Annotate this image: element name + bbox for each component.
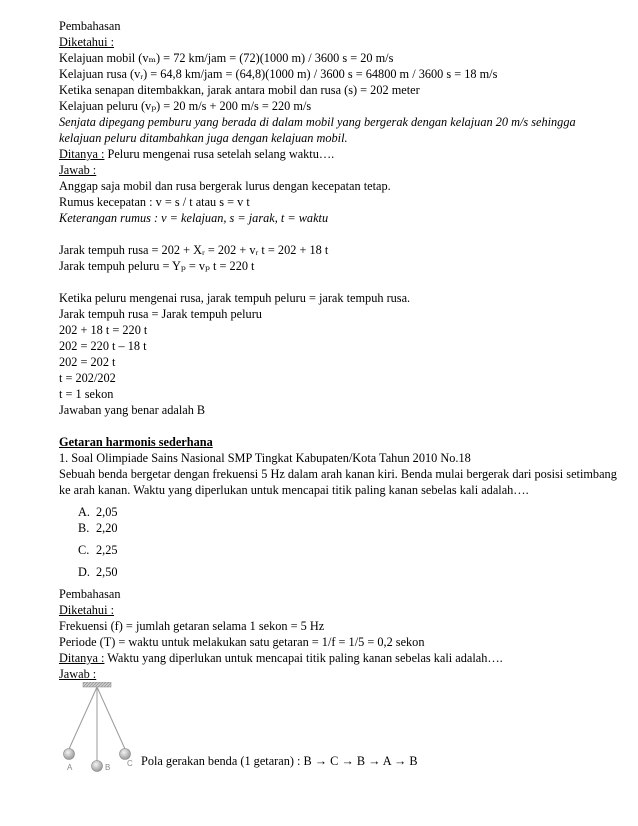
option-label: D. (78, 565, 90, 579)
text-line: Ketika senapan ditembakkan, jarak antara mobil dan rusa (s) = 202 meter (59, 83, 420, 97)
pembahasan-label: Pembahasan (59, 587, 121, 601)
option-label: B. (78, 521, 90, 535)
option-value: 2,25 (96, 543, 118, 557)
answer-line: Jawaban yang benar adalah B (59, 403, 206, 417)
text-line: Jarak tempuh rusa = 202 + Xᵣ = 202 + vᵣ t = 202 + 18 t (59, 243, 329, 257)
ditanya-label: Ditanya : (59, 147, 105, 161)
text-line: Jarak tempuh rusa = Jarak tempuh peluru (59, 307, 262, 321)
text-line: Anggap saja mobil dan rusa bergerak lurus dengan kecepatan tetap. (59, 179, 391, 193)
jawab-label: Jawab : (59, 667, 97, 681)
spacer (59, 418, 619, 434)
document-page (59, 18, 619, 777)
question-text: Sebuah benda bergetar dengan frekuensi 5 Hz dalam arah kanan kiri. Benda mulai bergerak dari posisi setimbang ke arah kanan. Waktu yang diperlukan untuk mencapai titik paling kanan sebelas kali adalah…. (59, 467, 617, 497)
text-line: Kelajuan mobil (vₘ) = 72 km/jam = (72)(1000 m) / 3600 s = 20 m/s (59, 51, 394, 65)
text-line: 202 = 220 t – 18 t (59, 339, 147, 353)
string-c (97, 687, 125, 749)
option-a (78, 504, 619, 520)
ditanya-text: Peluru mengenai rusa setelah selang waktu…. (104, 147, 335, 161)
text-line: Kelajuan rusa (vᵣ) = 64,8 km/jam = (64,8)(1000 m) / 3600 s = 64800 m / 3600 s = 18 m/s (59, 67, 498, 81)
label-a: A (67, 763, 73, 772)
string-a (69, 687, 97, 749)
pembahasan-label: Pembahasan (59, 19, 121, 33)
bob-a (64, 749, 75, 760)
text-line: Periode (T) = waktu untuk melakukan satu getaran = 1/f = 1/5 = 0,2 sekon (59, 635, 425, 649)
text-line: t = 1 sekon (59, 387, 114, 401)
spacer (59, 226, 619, 242)
spacer (59, 274, 619, 290)
text-line: Keterangan rumus : v = kelajuan, s = jarak, t = waktu (59, 211, 329, 225)
text-line: 202 + 18 t = 220 t (59, 323, 148, 337)
text-line: Jarak tempuh peluru = Yₚ = vₚ t = 220 t (59, 259, 255, 273)
ditanya-label: Ditanya : (59, 651, 105, 665)
question-source: 1. Soal Olimpiade Sains Nasional SMP Tingkat Kabupaten/Kota Tahun 2010 No.18 (59, 451, 471, 465)
label-b: B (105, 763, 111, 772)
figure-caption: Pola gerakan benda (1 getaran) : B → C → B → A → B (141, 754, 418, 768)
option-b (78, 520, 619, 536)
option-value: 2,05 (96, 505, 118, 519)
text-line: t = 202/202 (59, 371, 116, 385)
bob-b (92, 761, 103, 772)
option-d (78, 564, 619, 580)
ditanya-line (59, 650, 619, 666)
text-line: 202 = 202 t (59, 355, 116, 369)
text-line: Frekuensi (f) = jumlah getaran selama 1 sekon = 5 Hz (59, 619, 325, 633)
ditanya-line (59, 146, 619, 162)
text-line: Rumus kecepatan : v = s / t atau s = v t (59, 195, 250, 209)
diketahui-label: Diketahui : (59, 35, 114, 49)
option-label: C. (78, 543, 90, 557)
option-value: 2,20 (96, 521, 118, 535)
ditanya-text: Waktu yang diperlukan untuk mencapai titik paling kanan sebelas kali adalah…. (104, 651, 503, 665)
note-paragraph: Senjata dipegang pemburu yang berada di dalam mobil yang bergerak dengan kelajuan 20 m/s sehingga kelajuan peluru ditambahkan juga dengan kelajuan mobil. (59, 115, 576, 145)
pendulum-figure-row (59, 682, 619, 777)
text-line: Ketika peluru mengenai rusa, jarak tempuh peluru = jarak tempuh rusa. (59, 291, 411, 305)
bob-c (120, 749, 131, 760)
diketahui-label: Diketahui : (59, 603, 114, 617)
option-value: 2,50 (96, 565, 118, 579)
jawab-label: Jawab : (59, 163, 97, 177)
label-c: C (127, 759, 133, 768)
answer-options (59, 504, 619, 580)
text-line: Kelajuan peluru (vₚ) = 20 m/s + 200 m/s = 220 m/s (59, 99, 312, 113)
option-c (78, 542, 619, 558)
ceiling-support (83, 682, 111, 687)
section-heading: Getaran harmonis sederhana (59, 435, 213, 449)
pendulum-diagram (61, 682, 141, 774)
option-label: A. (78, 505, 90, 519)
